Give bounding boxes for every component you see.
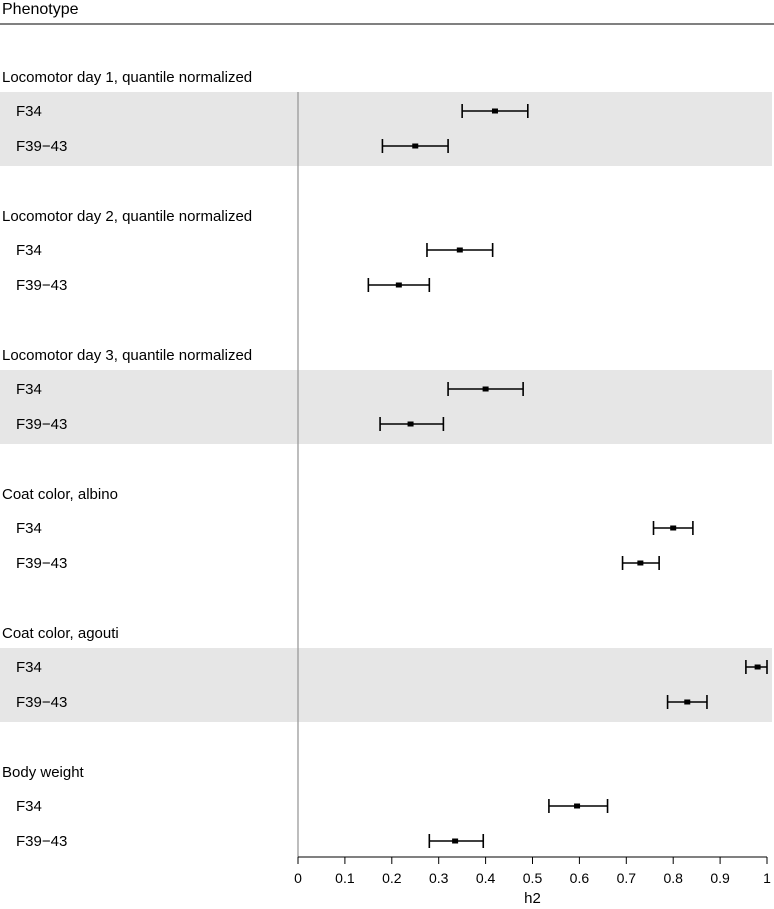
group-band — [0, 370, 772, 444]
row-label: F34 — [16, 659, 42, 676]
point-estimate — [670, 526, 676, 531]
group-band — [0, 92, 772, 166]
row-label: F34 — [16, 381, 42, 398]
row-label: F39−43 — [16, 694, 68, 711]
point-estimate — [457, 248, 463, 253]
point-estimate — [574, 804, 580, 809]
x-tick-label: 0 — [294, 870, 302, 886]
x-tick-label: 0.8 — [663, 870, 683, 886]
row-label: F34 — [16, 103, 42, 120]
group-title: Coat color, albino — [2, 486, 118, 503]
point-estimate — [755, 665, 761, 670]
x-tick-label: 0.9 — [710, 870, 730, 886]
group-title: Coat color, agouti — [2, 625, 119, 642]
x-tick-label: 0.6 — [569, 870, 590, 886]
x-axis-label: h2 — [524, 890, 541, 907]
group-title: Body weight — [2, 764, 84, 781]
row-label: F39−43 — [16, 833, 68, 850]
x-tick-label: 0.7 — [616, 870, 637, 886]
group-title: Locomotor day 3, quantile normalized — [2, 347, 253, 364]
point-estimate — [452, 839, 458, 844]
group-title: Locomotor day 1, quantile normalized — [2, 69, 253, 86]
x-tick-label: 1 — [763, 870, 771, 886]
point-estimate — [637, 561, 643, 566]
group-band — [0, 648, 772, 722]
row-label: F39−43 — [16, 555, 68, 572]
x-tick-label: 0.5 — [522, 870, 543, 886]
row-label: F34 — [16, 798, 42, 815]
row-label: F34 — [16, 520, 42, 537]
row-label: F39−43 — [16, 277, 68, 294]
x-tick-label: 0.4 — [475, 870, 496, 886]
point-estimate — [684, 700, 690, 705]
column-header: Phenotype — [2, 1, 79, 18]
row-label: F39−43 — [16, 416, 68, 433]
row-label: F34 — [16, 242, 42, 259]
point-estimate — [483, 387, 489, 392]
x-tick-label: 0.2 — [382, 870, 402, 886]
group-title: Locomotor day 2, quantile normalized — [2, 208, 253, 225]
row-label: F39−43 — [16, 138, 68, 155]
x-tick-label: 0.3 — [428, 870, 449, 886]
point-estimate — [408, 422, 414, 427]
point-estimate — [412, 144, 418, 149]
x-axis — [294, 857, 771, 886]
point-estimate — [396, 283, 402, 288]
x-tick-label: 0.1 — [335, 870, 355, 886]
point-estimate — [492, 109, 498, 114]
row-labels — [2, 69, 252, 850]
confidence-intervals — [368, 104, 767, 848]
